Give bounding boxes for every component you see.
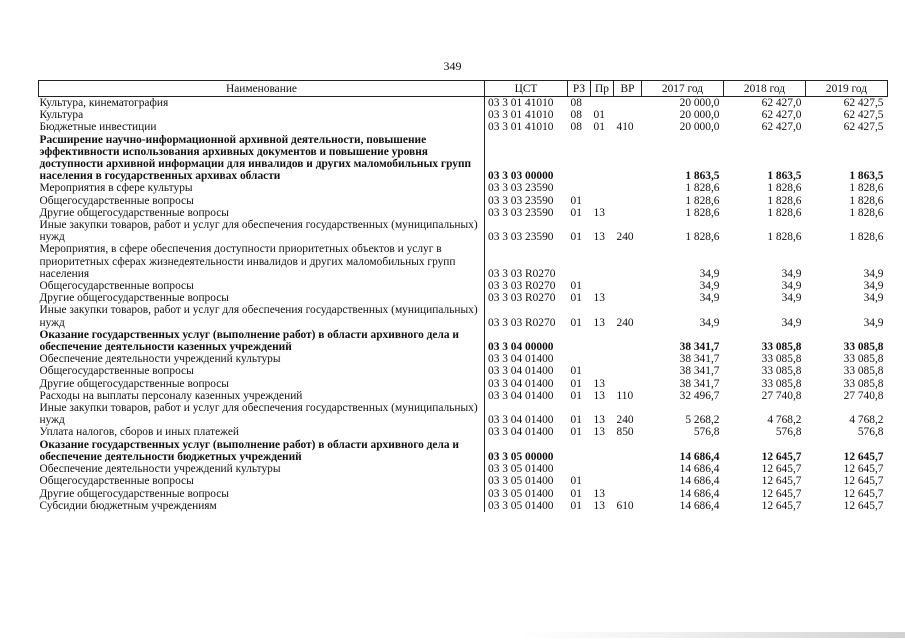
table-row (39, 134, 888, 183)
cell-y2017: 34,9 (699, 292, 720, 305)
table-row (39, 304, 888, 328)
table-row (39, 488, 888, 500)
cell-rz: 01 (570, 377, 582, 390)
cell-y2019: 1 828,6 (849, 194, 884, 207)
table-row (39, 475, 888, 487)
cell-rz: 01 (570, 206, 582, 219)
cell-y2018: 62 427,0 (761, 97, 802, 109)
cell-vr (614, 280, 642, 292)
cell-y2018: 34,9 (781, 292, 802, 305)
cell-pr: 13 (593, 231, 605, 244)
table-row (39, 280, 888, 292)
cell-rz: 08 (570, 121, 582, 134)
table-row (39, 207, 888, 219)
cell-rz (568, 463, 591, 475)
cell-pr (591, 329, 614, 353)
cell-y2019: 1 828,6 (849, 231, 884, 244)
cell-y2017: 576,8 (693, 426, 720, 439)
table-row (39, 353, 888, 365)
cell-pr: 13 (593, 206, 605, 219)
table-row (39, 243, 888, 280)
cell-pr: 01 (593, 109, 605, 122)
cell-name: Иные закупки товаров, работ и услуг для обеспечения государственных (муниципальных) нужд (39, 402, 485, 426)
cell-name: Обеспечение деятельности учреждений культуры (39, 353, 485, 365)
cell-cst: 03 3 01 41010 (488, 109, 554, 122)
cell-vr (614, 463, 642, 475)
cell-y2017: 1 828,6 (685, 231, 720, 244)
cell-rz: 08 (570, 97, 582, 109)
page-number: 349 (443, 59, 462, 73)
cell-pr (591, 243, 614, 280)
table-header-row (39, 81, 888, 97)
cell-y2019: 27 740,8 (843, 389, 884, 402)
cell-rz: 01 (570, 414, 582, 427)
cell-cst: 03 3 03 23590 (488, 182, 554, 195)
cell-y2019: 33 085,8 (843, 377, 884, 390)
header-2018: 2018 год (724, 81, 806, 97)
cell-rz: 01 (570, 499, 582, 512)
cell-vr (614, 439, 642, 463)
table-row (39, 219, 888, 243)
cell-y2018: 576,8 (775, 426, 802, 439)
cell-pr (591, 280, 614, 292)
cell-name: Общегосударственные вопросы (39, 365, 485, 377)
cell-vr: 850 (616, 426, 634, 439)
cell-name: Другие общегосударственные вопросы (39, 488, 485, 500)
cell-y2019: 12 645,7 (843, 463, 884, 476)
cell-y2018: 12 645,7 (761, 499, 802, 512)
cell-vr (614, 207, 642, 219)
cell-pr (591, 97, 614, 110)
cell-name: Общегосударственные вопросы (39, 195, 485, 207)
cell-y2018: 33 085,8 (761, 353, 802, 366)
cell-cst: 03 3 04 01400 (488, 353, 554, 366)
cell-pr (591, 475, 614, 487)
cell-name: Другие общегосударственные вопросы (39, 292, 485, 304)
cell-cst: 03 3 04 01400 (488, 414, 554, 427)
cell-pr: 13 (593, 426, 605, 439)
cell-vr (614, 365, 642, 377)
cell-pr: 13 (593, 389, 605, 402)
cell-y2017: 38 341,7 (679, 365, 720, 378)
cell-vr (614, 329, 642, 353)
table-row (39, 439, 888, 463)
cell-y2018: 34,9 (781, 267, 802, 280)
table-row (39, 378, 888, 390)
header-cst: ЦСТ (485, 81, 568, 97)
cell-vr: 240 (616, 231, 634, 244)
cell-name: Субсидии бюджетным учреждениям (39, 500, 485, 512)
cell-name: Оказание государственных услуг (выполнение работ) в области архивного дела и обеспечение деятельности бюджетных учреждений (39, 439, 485, 463)
cell-rz (568, 439, 591, 463)
cell-y2018: 33 085,8 (761, 365, 802, 378)
cell-name: Бюджетные инвестиции (39, 121, 485, 133)
cell-vr: 240 (616, 316, 634, 329)
cell-rz (568, 353, 591, 365)
cell-vr (614, 475, 642, 487)
cell-rz: 08 (570, 109, 582, 122)
cell-y2019: 34,9 (863, 267, 884, 280)
table-row (39, 390, 888, 402)
budget-table (38, 80, 888, 512)
cell-y2019: 1 828,6 (849, 182, 884, 195)
cell-y2018: 12 645,7 (761, 450, 802, 463)
cell-cst: 03 3 03 23590 (488, 194, 554, 207)
table-row (39, 109, 888, 121)
cell-name: Культура, кинематография (39, 97, 485, 110)
cell-pr (591, 353, 614, 365)
cell-cst: 03 3 03 R0270 (488, 292, 556, 305)
cell-y2017: 1 863,5 (685, 170, 720, 183)
cell-y2018: 1 863,5 (767, 170, 802, 183)
cell-cst: 03 3 04 01400 (488, 365, 554, 378)
table-row (39, 329, 888, 353)
cell-y2018: 12 645,7 (761, 463, 802, 476)
cell-cst: 03 3 04 01400 (488, 426, 554, 439)
cell-cst: 03 3 01 41010 (488, 97, 554, 109)
cell-vr: 610 (616, 499, 634, 512)
cell-cst: 03 3 03 23590 (488, 206, 554, 219)
cell-y2018: 33 085,8 (761, 377, 802, 390)
cell-y2018: 1 828,6 (767, 206, 802, 219)
cell-name: Мероприятия, в сфере обеспечения доступности приоритетных объектов и услуг в приоритетных сферах жизнедеятельности инвалидов и других маломобильных групп населения (39, 243, 485, 280)
cell-vr (614, 488, 642, 500)
cell-y2017: 38 341,7 (679, 341, 720, 354)
table-row (39, 195, 888, 207)
cell-y2018: 34,9 (781, 280, 802, 293)
cell-y2017: 34,9 (699, 267, 720, 280)
cell-rz (568, 134, 591, 183)
cell-vr (614, 353, 642, 365)
cell-rz: 01 (570, 389, 582, 402)
cell-y2019: 62 427,5 (843, 97, 884, 109)
cell-name: Расширение научно-информационной архивной деятельности, повышение эффективности использования архивных документов и повышение уровня доступности архивной информации для инвалидов и других маломобильных групп населения в государственных архивах области (39, 134, 485, 183)
cell-name: Иные закупки товаров, работ и услуг для обеспечения государственных (муниципальных) нужд (39, 304, 485, 328)
cell-vr (614, 243, 642, 280)
table-row (39, 463, 888, 475)
cell-y2019: 1 863,5 (849, 170, 884, 183)
cell-vr: 240 (616, 414, 634, 427)
cell-y2017: 34,9 (699, 280, 720, 293)
cell-rz (568, 329, 591, 353)
cell-y2019: 34,9 (863, 292, 884, 305)
cell-y2019: 12 645,7 (843, 450, 884, 463)
cell-cst: 03 3 04 00000 (488, 341, 554, 354)
cell-y2018: 1 828,6 (767, 182, 802, 195)
cell-y2017: 20 000,0 (679, 109, 720, 122)
table-body (39, 97, 888, 512)
cell-pr (591, 195, 614, 207)
cell-cst: 03 3 05 01400 (488, 487, 554, 500)
cell-name: Другие общегосударственные вопросы (39, 207, 485, 219)
cell-y2017: 20 000,0 (679, 97, 720, 109)
cell-y2017: 1 828,6 (685, 182, 720, 195)
cell-rz: 01 (570, 426, 582, 439)
cell-name: Культура (39, 109, 485, 121)
cell-y2018: 62 427,0 (761, 109, 802, 122)
cell-rz: 01 (570, 365, 582, 378)
cell-y2018: 1 828,6 (767, 194, 802, 207)
cell-y2018: 27 740,8 (761, 389, 802, 402)
cell-y2017: 32 496,7 (679, 389, 720, 402)
cell-pr: 13 (593, 414, 605, 427)
cell-cst: 03 3 04 01400 (488, 389, 554, 402)
cell-y2018: 4 768,2 (767, 414, 802, 427)
cell-y2018: 1 828,6 (767, 231, 802, 244)
cell-pr (591, 365, 614, 377)
table-row (39, 426, 888, 438)
cell-y2017: 14 686,4 (679, 450, 720, 463)
cell-pr: 13 (593, 377, 605, 390)
cell-vr (614, 134, 642, 183)
cell-pr (591, 439, 614, 463)
cell-y2017: 14 686,4 (679, 475, 720, 488)
cell-y2019: 1 828,6 (849, 206, 884, 219)
cell-y2017: 34,9 (699, 316, 720, 329)
cell-y2018: 12 645,7 (761, 475, 802, 488)
cell-rz (568, 182, 591, 194)
header-pr: Пр (591, 81, 614, 97)
cell-pr (591, 134, 614, 183)
cell-rz: 01 (570, 231, 582, 244)
cell-rz (568, 243, 591, 280)
table-row (39, 500, 888, 512)
cell-y2017: 14 686,4 (679, 463, 720, 476)
header-2019: 2019 год (806, 81, 888, 97)
cell-pr (591, 463, 614, 475)
cell-pr: 13 (593, 292, 605, 305)
cell-cst: 03 3 01 41010 (488, 121, 554, 134)
cell-y2017: 1 828,6 (685, 206, 720, 219)
cell-name: Иные закупки товаров, работ и услуг для обеспечения государственных (муниципальных) нужд (39, 219, 485, 243)
table-row (39, 121, 888, 133)
cell-pr: 13 (593, 499, 605, 512)
cell-cst: 03 3 05 00000 (488, 450, 554, 463)
cell-cst: 03 3 03 R0270 (488, 267, 556, 280)
cell-name: Общегосударственные вопросы (39, 475, 485, 487)
cell-y2017: 20 000,0 (679, 121, 720, 134)
cell-cst: 03 3 05 01400 (488, 463, 554, 476)
cell-y2019: 34,9 (863, 316, 884, 329)
cell-y2019: 33 085,8 (843, 353, 884, 366)
cell-rz: 01 (570, 487, 582, 500)
cell-y2019: 62 427,5 (843, 121, 884, 134)
cell-y2019: 12 645,7 (843, 487, 884, 500)
cell-vr (614, 292, 642, 304)
cell-cst: 03 3 04 01400 (488, 377, 554, 390)
cell-name: Обеспечение деятельности учреждений культуры (39, 463, 485, 475)
cell-cst: 03 3 03 R0270 (488, 280, 556, 293)
cell-y2018: 62 427,0 (761, 121, 802, 134)
cell-y2017: 14 686,4 (679, 487, 720, 500)
cell-cst: 03 3 03 R0270 (488, 316, 556, 329)
table-row (39, 402, 888, 426)
cell-y2017: 38 341,7 (679, 377, 720, 390)
table-row (39, 365, 888, 377)
cell-cst: 03 3 05 01400 (488, 499, 554, 512)
cell-name: Мероприятия в сфере культуры (39, 182, 485, 194)
cell-rz: 01 (570, 316, 582, 329)
cell-name: Общегосударственные вопросы (39, 280, 485, 292)
cell-rz: 01 (570, 194, 582, 207)
cell-vr (614, 109, 642, 121)
cell-y2018: 33 085,8 (761, 341, 802, 354)
scan-artifact (520, 632, 905, 638)
cell-pr: 01 (593, 121, 605, 134)
cell-pr (591, 182, 614, 194)
cell-name: Уплата налогов, сборов и иных платежей (39, 426, 485, 438)
cell-pr: 13 (593, 487, 605, 500)
cell-y2019: 33 085,8 (843, 341, 884, 354)
cell-cst: 03 3 03 23590 (488, 231, 554, 244)
cell-y2017: 5 268,2 (685, 414, 720, 427)
cell-y2019: 62 427,5 (843, 109, 884, 122)
cell-vr: 410 (616, 121, 634, 134)
cell-vr (614, 378, 642, 390)
cell-y2019: 12 645,7 (843, 475, 884, 488)
table-row (39, 292, 888, 304)
cell-rz: 01 (570, 280, 582, 293)
cell-vr (614, 182, 642, 194)
cell-y2017: 38 341,7 (679, 353, 720, 366)
header-vr: ВР (614, 81, 642, 97)
cell-name: Оказание государственных услуг (выполнение работ) в области архивного дела и обеспечение деятельности казенных учреждений (39, 329, 485, 353)
cell-cst: 03 3 03 00000 (488, 170, 554, 183)
table-row (39, 97, 888, 110)
cell-y2018: 34,9 (781, 316, 802, 329)
cell-vr (614, 195, 642, 207)
cell-name: Другие общегосударственные вопросы (39, 378, 485, 390)
cell-y2017: 1 828,6 (685, 194, 720, 207)
cell-vr (614, 97, 642, 110)
cell-y2017: 14 686,4 (679, 499, 720, 512)
cell-y2019: 33 085,8 (843, 365, 884, 378)
header-2017: 2017 год (642, 81, 724, 97)
cell-rz: 01 (570, 475, 582, 488)
cell-y2019: 576,8 (857, 426, 884, 439)
cell-y2019: 12 645,7 (843, 499, 884, 512)
cell-y2019: 4 768,2 (849, 414, 884, 427)
header-name: Наименование (39, 81, 485, 97)
cell-rz: 01 (570, 292, 582, 305)
cell-vr: 110 (616, 389, 634, 402)
cell-y2019: 34,9 (863, 280, 884, 293)
cell-pr: 13 (593, 316, 605, 329)
cell-name: Расходы на выплаты персоналу казенных учреждений (39, 390, 485, 402)
header-rz: РЗ (568, 81, 591, 97)
cell-cst: 03 3 05 01400 (488, 475, 554, 488)
cell-y2018: 12 645,7 (761, 487, 802, 500)
table-row (39, 182, 888, 194)
